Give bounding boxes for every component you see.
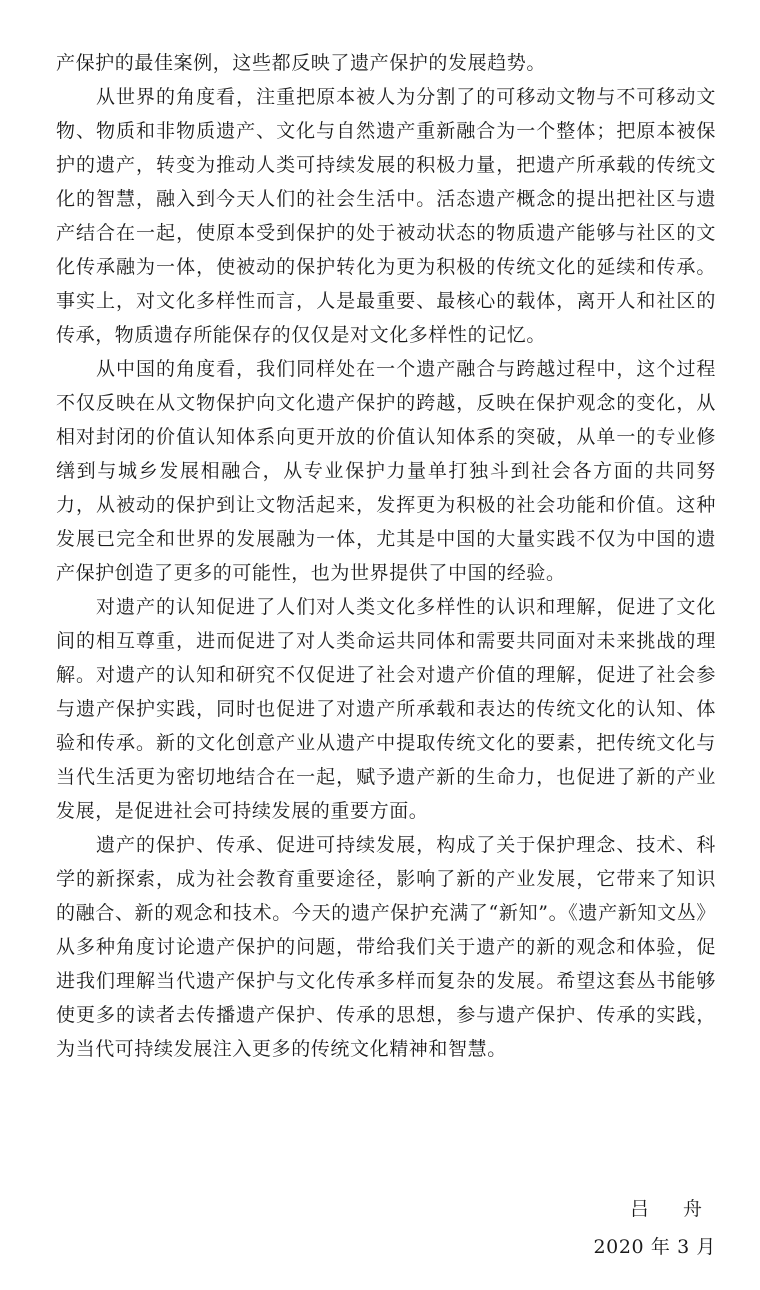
author-signature: 吕 舟 <box>629 1198 716 1220</box>
paragraph-world-perspective: 从世界的角度看，注重把原本被人为分割了的可移动文物与不可移动文物、物质和非物质遗产、文化与自然遗产重新融合为一个整体；把原本被保护的遗产，转变为推动人类可持续发展的积极力量，把遗产所承载的传统文化的智慧，融入到今天人们的社会生活中。活态遗产概念的提出把社区与遗产结合在一起，使原本受到保护的处于被动状态的物质遗产能够与社区的文化传承融为一体，使被动的保护转化为更为积极的传统文化的延续和传承。事实上，对文化多样性而言，人是最重要、最核心的载体，离开人和社区的传承，物质遗存所能保存的仅仅是对文化多样性的记忆。 <box>56 86 716 346</box>
paragraph-continuation: 产保护的最佳案例，这些都反映了遗产保护的发展趋势。 <box>56 52 547 74</box>
document-body <box>56 46 716 1066</box>
paragraph-new-knowledge: 遗产的保护、传承、促进可持续发展，构成了关于保护理念、技术、科学的新探索，成为社会教育重要途径，影响了新的产业发展，它带来了知识的融合、新的观念和技术。今天的遗产保护充满了“新知”。《遗产新知文丛》从多种角度讨论遗产保护的问题，带给我们关于遗产的新的观念和体验，促进我们理解当代遗产保护与文化传承多样而复杂的发展。希望这套丛书能够使更多的读者去传播遗产保护、传承的思想，参与遗产保护、传承的实践，为当代可持续发展注入更多的传统文化精神和智慧。 <box>56 834 716 1060</box>
date-line: 2020 年 3 月 <box>593 1236 716 1258</box>
paragraph-heritage-cognition: 对遗产的认知促进了人们对人类文化多样性的认识和理解，促进了文化间的相互尊重，进而促进了对人类命运共同体和需要共同面对未来挑战的理解。对遗产的认知和研究不仅促进了社会对遗产价值的理解，促进了社会参与遗产保护实践，同时也促进了对遗产所承载和表达的传统文化的认知、体验和传承。新的文化创意产业从遗产中提取传统文化的要素，把传统文化与当代生活更为密切地结合在一起，赋予遗产新的生命力，也促进了新的产业发展，是促进社会可持续发展的重要方面。 <box>56 596 716 822</box>
paragraph-china-perspective: 从中国的角度看，我们同样处在一个遗产融合与跨越过程中，这个过程不仅反映在从文物保护向文化遗产保护的跨越，反映在保护观念的变化，从相对封闭的价值认知体系向更开放的价值认知体系的突破，从单一的专业修缮到与城乡发展相融合，从专业保护力量单打独斗到社会各方面的共同努力，从被动的保护到让文物活起来，发挥更为积极的社会功能和价值。这种发展已完全和世界的发展融为一体，尤其是中国的大量实践不仅为中国的遗产保护创造了更多的可能性，也为世界提供了中国的经验。 <box>56 358 716 584</box>
